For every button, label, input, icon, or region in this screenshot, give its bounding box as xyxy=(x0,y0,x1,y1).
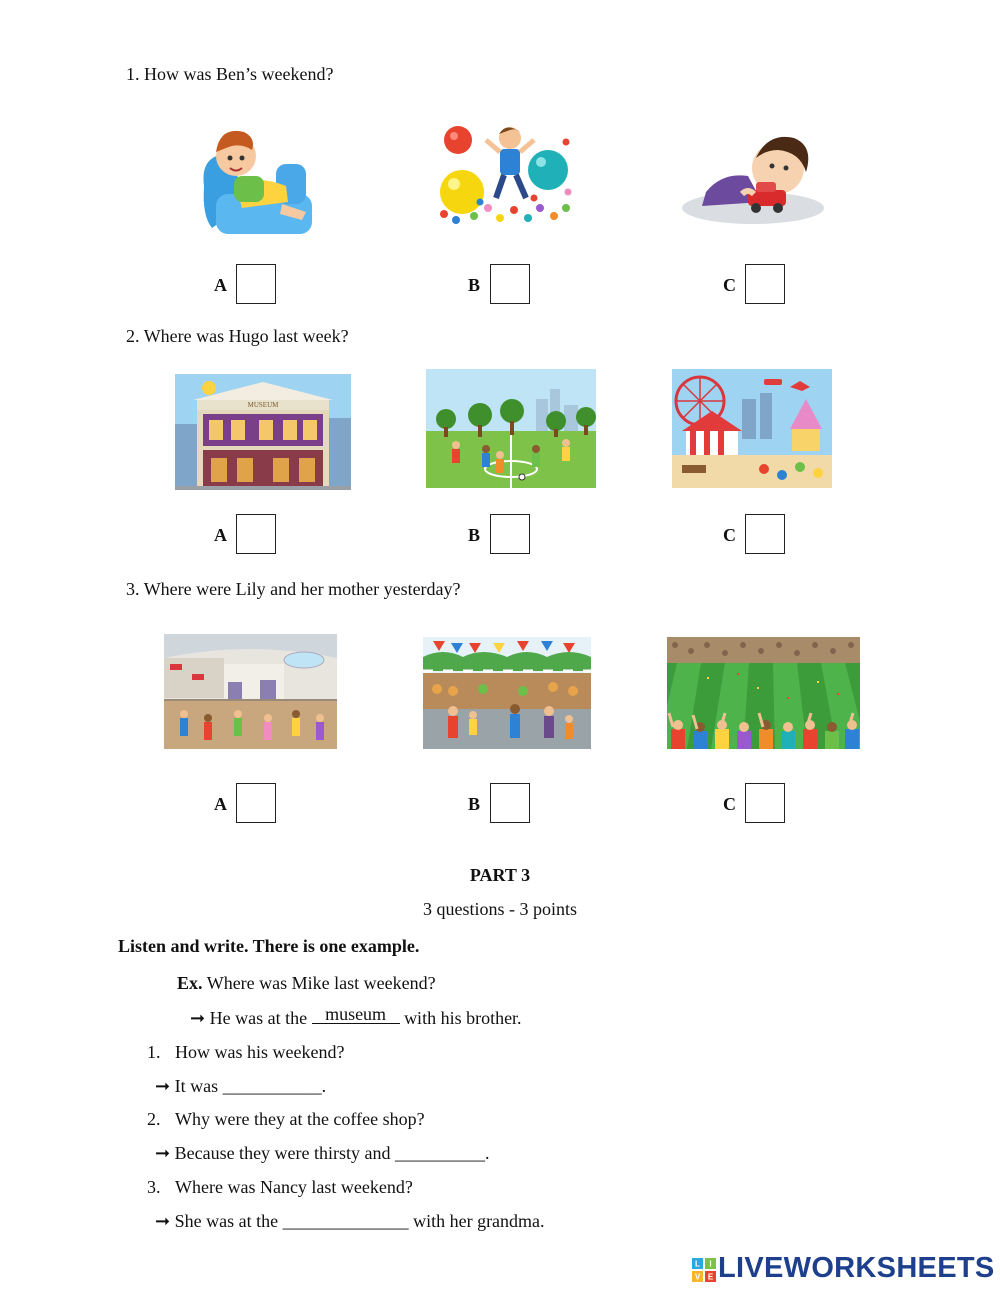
example-question-text: Where was Mike last weekend? xyxy=(206,973,436,993)
answer-box-q2-b[interactable] xyxy=(490,514,530,554)
option-letter-a: A xyxy=(214,794,227,814)
question-number: 1. xyxy=(126,64,140,84)
item-question-text: Why were they at the coffee shop? xyxy=(175,1109,425,1129)
example-answer-after: with his brother. xyxy=(404,1008,522,1028)
instruction-text: Listen and write. There is one example. xyxy=(118,936,420,956)
option-letter-a: A xyxy=(214,275,227,295)
answer-box-q2-a[interactable] xyxy=(236,514,276,554)
option-letter-c: C xyxy=(723,275,736,295)
part-subtitle: 3 questions - 3 points xyxy=(422,899,577,919)
picture-boy-relaxing-in-armchair xyxy=(196,116,316,240)
option-letter-c: C xyxy=(723,794,736,814)
picture-football-stadium-crowd xyxy=(667,637,860,749)
question-2 xyxy=(126,326,349,347)
answer-box-q1-b[interactable] xyxy=(490,264,530,304)
answer-before: Because they were thirsty and xyxy=(174,1143,391,1163)
example-answer xyxy=(190,1004,522,1029)
item-question-text: How was his weekend? xyxy=(175,1042,345,1062)
answer-after: with her grandma. xyxy=(413,1211,545,1231)
answer-box-q1-c[interactable] xyxy=(745,264,785,304)
option-letter-b: B xyxy=(468,525,481,545)
item-question-text: Where was Nancy last weekend? xyxy=(175,1177,413,1197)
picture-kids-playing-football-in-park xyxy=(426,369,596,488)
picture-museum-building xyxy=(175,374,351,490)
option-letter-c: C xyxy=(723,525,736,545)
logo-tile-letter: V xyxy=(694,1272,701,1282)
part-title: PART 3 xyxy=(469,865,531,885)
item-number: 2. xyxy=(147,1109,161,1129)
item-1-answer xyxy=(155,1076,326,1097)
example-label: Ex. xyxy=(177,973,203,993)
answer-after: . xyxy=(485,1143,490,1163)
item-2-question xyxy=(147,1109,425,1130)
picture-funfair-with-ferris-wheel xyxy=(672,369,832,488)
example-filled-answer: museum xyxy=(312,1005,400,1024)
arrow-icon: ➞ xyxy=(155,1211,171,1231)
answer-box-q1-a[interactable] xyxy=(236,264,276,304)
question-3 xyxy=(126,579,461,600)
arrow-icon: ➞ xyxy=(190,1008,206,1028)
example-question xyxy=(177,973,436,994)
answer-blank-input[interactable]: __________ xyxy=(395,1143,486,1163)
picture-boy-playing-with-colorful-balls xyxy=(436,122,574,226)
logo-tile-letter: L xyxy=(695,1259,700,1269)
item-3-answer xyxy=(155,1211,545,1232)
answer-blank-input[interactable]: ___________ xyxy=(222,1076,322,1096)
question-text: How was Ben’s weekend? xyxy=(144,64,334,84)
item-number: 3. xyxy=(147,1177,161,1197)
item-1-question xyxy=(147,1042,344,1063)
option-letter-b: B xyxy=(468,794,481,814)
logo-text: LIVEWORKSHEETS xyxy=(718,1252,995,1284)
arrow-icon: ➞ xyxy=(155,1076,171,1096)
logo-tile-letter: I xyxy=(709,1259,712,1269)
answer-before: She was at the xyxy=(174,1211,279,1231)
question-number: 3. xyxy=(126,579,140,599)
option-letter-b: B xyxy=(468,275,481,295)
question-text: Where were Lily and her mother yesterday? xyxy=(143,579,461,599)
answer-box-q3-c[interactable] xyxy=(745,783,785,823)
museum-sign: MUSEUM xyxy=(247,401,279,409)
picture-shopping-mall xyxy=(164,634,337,749)
liveworksheets-logo[interactable] xyxy=(692,1252,995,1285)
answer-box-q3-a[interactable] xyxy=(236,783,276,823)
option-letter-a: A xyxy=(214,525,227,545)
arrow-icon: ➞ xyxy=(155,1143,171,1163)
item-3-question xyxy=(147,1177,413,1198)
logo-tile-letter: E xyxy=(707,1272,714,1282)
question-1 xyxy=(126,64,333,85)
item-number: 1. xyxy=(147,1042,161,1062)
question-text: Where was Hugo last week? xyxy=(143,326,349,346)
answer-box-q2-c[interactable] xyxy=(745,514,785,554)
answer-after: . xyxy=(321,1076,327,1096)
picture-sad-boy-with-toy-car xyxy=(682,132,824,224)
picture-street-market xyxy=(423,637,591,749)
answer-before: It was xyxy=(174,1076,219,1096)
item-2-answer xyxy=(155,1143,490,1164)
example-answer-before: He was at the xyxy=(209,1008,308,1028)
question-number: 2. xyxy=(126,326,140,346)
answer-blank-input[interactable]: ______________ xyxy=(282,1211,409,1231)
answer-box-q3-b[interactable] xyxy=(490,783,530,823)
liveworksheets-logo-icon xyxy=(692,1258,716,1282)
